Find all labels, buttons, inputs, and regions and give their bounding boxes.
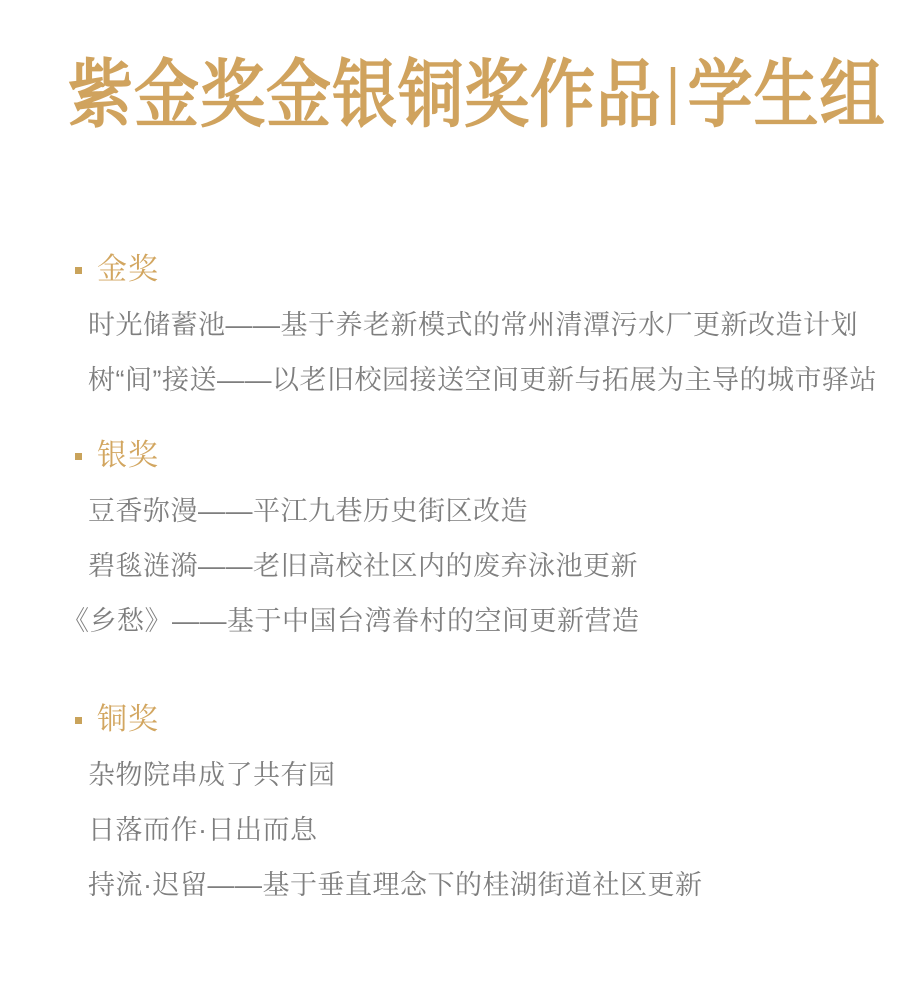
award-item: 《乡愁》——基于中国台湾眷村的空间更新营造 xyxy=(62,606,640,636)
title-main-text: 紫金奖金银铜奖作品 xyxy=(68,55,662,137)
award-item: 持流·迟留——基于垂直理念下的桂湖街道社区更新 xyxy=(88,870,703,900)
award-item: 碧毯涟漪——老旧高校社区内的废弃泳池更新 xyxy=(88,551,638,581)
section-label: 银奖 xyxy=(97,439,159,472)
section-silver-award xyxy=(0,440,900,636)
bullet-square-icon xyxy=(75,453,82,460)
section-bronze-award xyxy=(0,704,900,900)
award-item: 杂物院串成了共有园 xyxy=(88,760,336,790)
title-group-text: 学生组 xyxy=(687,55,886,137)
title-divider xyxy=(671,67,675,125)
section-heading xyxy=(75,440,900,472)
section-gold-award xyxy=(0,254,900,395)
section-label: 金奖 xyxy=(97,253,159,286)
award-list xyxy=(0,736,900,900)
section-heading xyxy=(75,704,900,736)
award-list xyxy=(0,286,900,395)
award-item: 豆香弥漫——平江九巷历史街区改造 xyxy=(88,496,528,526)
award-list xyxy=(0,472,900,636)
award-item: 时光储蓄池——基于养老新模式的常州清潭污水厂更新改造计划 xyxy=(88,310,858,340)
page-title xyxy=(68,55,886,137)
bullet-square-icon xyxy=(75,717,82,724)
bullet-square-icon xyxy=(75,267,82,274)
section-label: 铜奖 xyxy=(97,703,159,736)
award-item: 树“间”接送——以老旧校园接送空间更新与拓展为主导的城市驿站 xyxy=(88,365,877,395)
section-heading xyxy=(75,254,900,286)
award-item: 日落而作·日出而息 xyxy=(88,815,318,845)
